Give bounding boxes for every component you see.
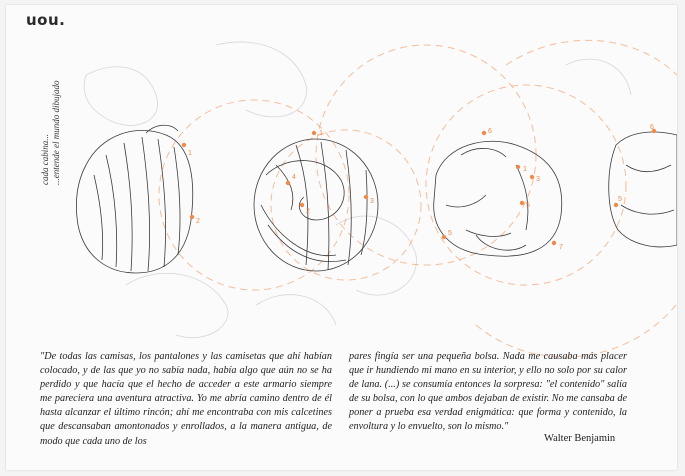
marker-label: 6 [488,128,492,135]
vertical-caption-line-2: ...entende el mundo dibujado [51,80,61,185]
marker-label: 5 [526,202,530,209]
step-markers [182,124,656,251]
brand-logo: uou. [26,11,66,29]
quote-author: Walter Benjamin [544,433,616,444]
marker-label: 2 [196,218,200,225]
marker-label: 5 [618,196,622,203]
marker-label: 1 [523,166,527,173]
marker-label: 5 [448,230,452,237]
sock-drawing-1 [76,125,192,273]
background-sketch [84,42,631,338]
marker-label: 1 [319,130,323,137]
vertical-caption-line-1: cada cabina... [40,134,50,185]
marker-label: 4 [292,174,296,181]
marker-label: 3 [370,198,374,205]
poster-sheet [6,5,677,470]
quote-column-right: pares fingía ser una pequeña bolsa. Nada me causaba más placer que ir hundiendo mi mano en su interior, y ello no solo por su calor de lana. (...) se consumía entonces la sorpresa: "el contenido" salía de su bolsa, con lo que ambos dejaban de existir. No me cansaba de poner a prueba esa verdad enigmática: que forma y contenido, la envoltura y lo envuelto, son lo mismo." [349,351,627,433]
marker-label: 6 [650,124,654,131]
marker-label: 2 [306,208,310,215]
marker-label: 1 [188,150,192,157]
marker-label: 3 [536,176,540,183]
construction-arcs [159,40,677,357]
sock-drawing-3 [434,141,562,256]
marker-label: 7 [559,244,563,251]
quote-column-left: "De todas las camisas, los pantalones y las camisetas que ahí habían colocado, y de las que yo no sabía nada, había algo que aún no se ha perdido y que hacía que el hecho de acceder a este armario siempre me pareciera una aventura atractiva. Yo me abría camino dentro de él hasta alcanzar el último rincón; ahí me encontraba con mis calcetines que descansaban amontonados y enrollados, a la manera antigua, de modo que cada uno de los [40,351,332,447]
